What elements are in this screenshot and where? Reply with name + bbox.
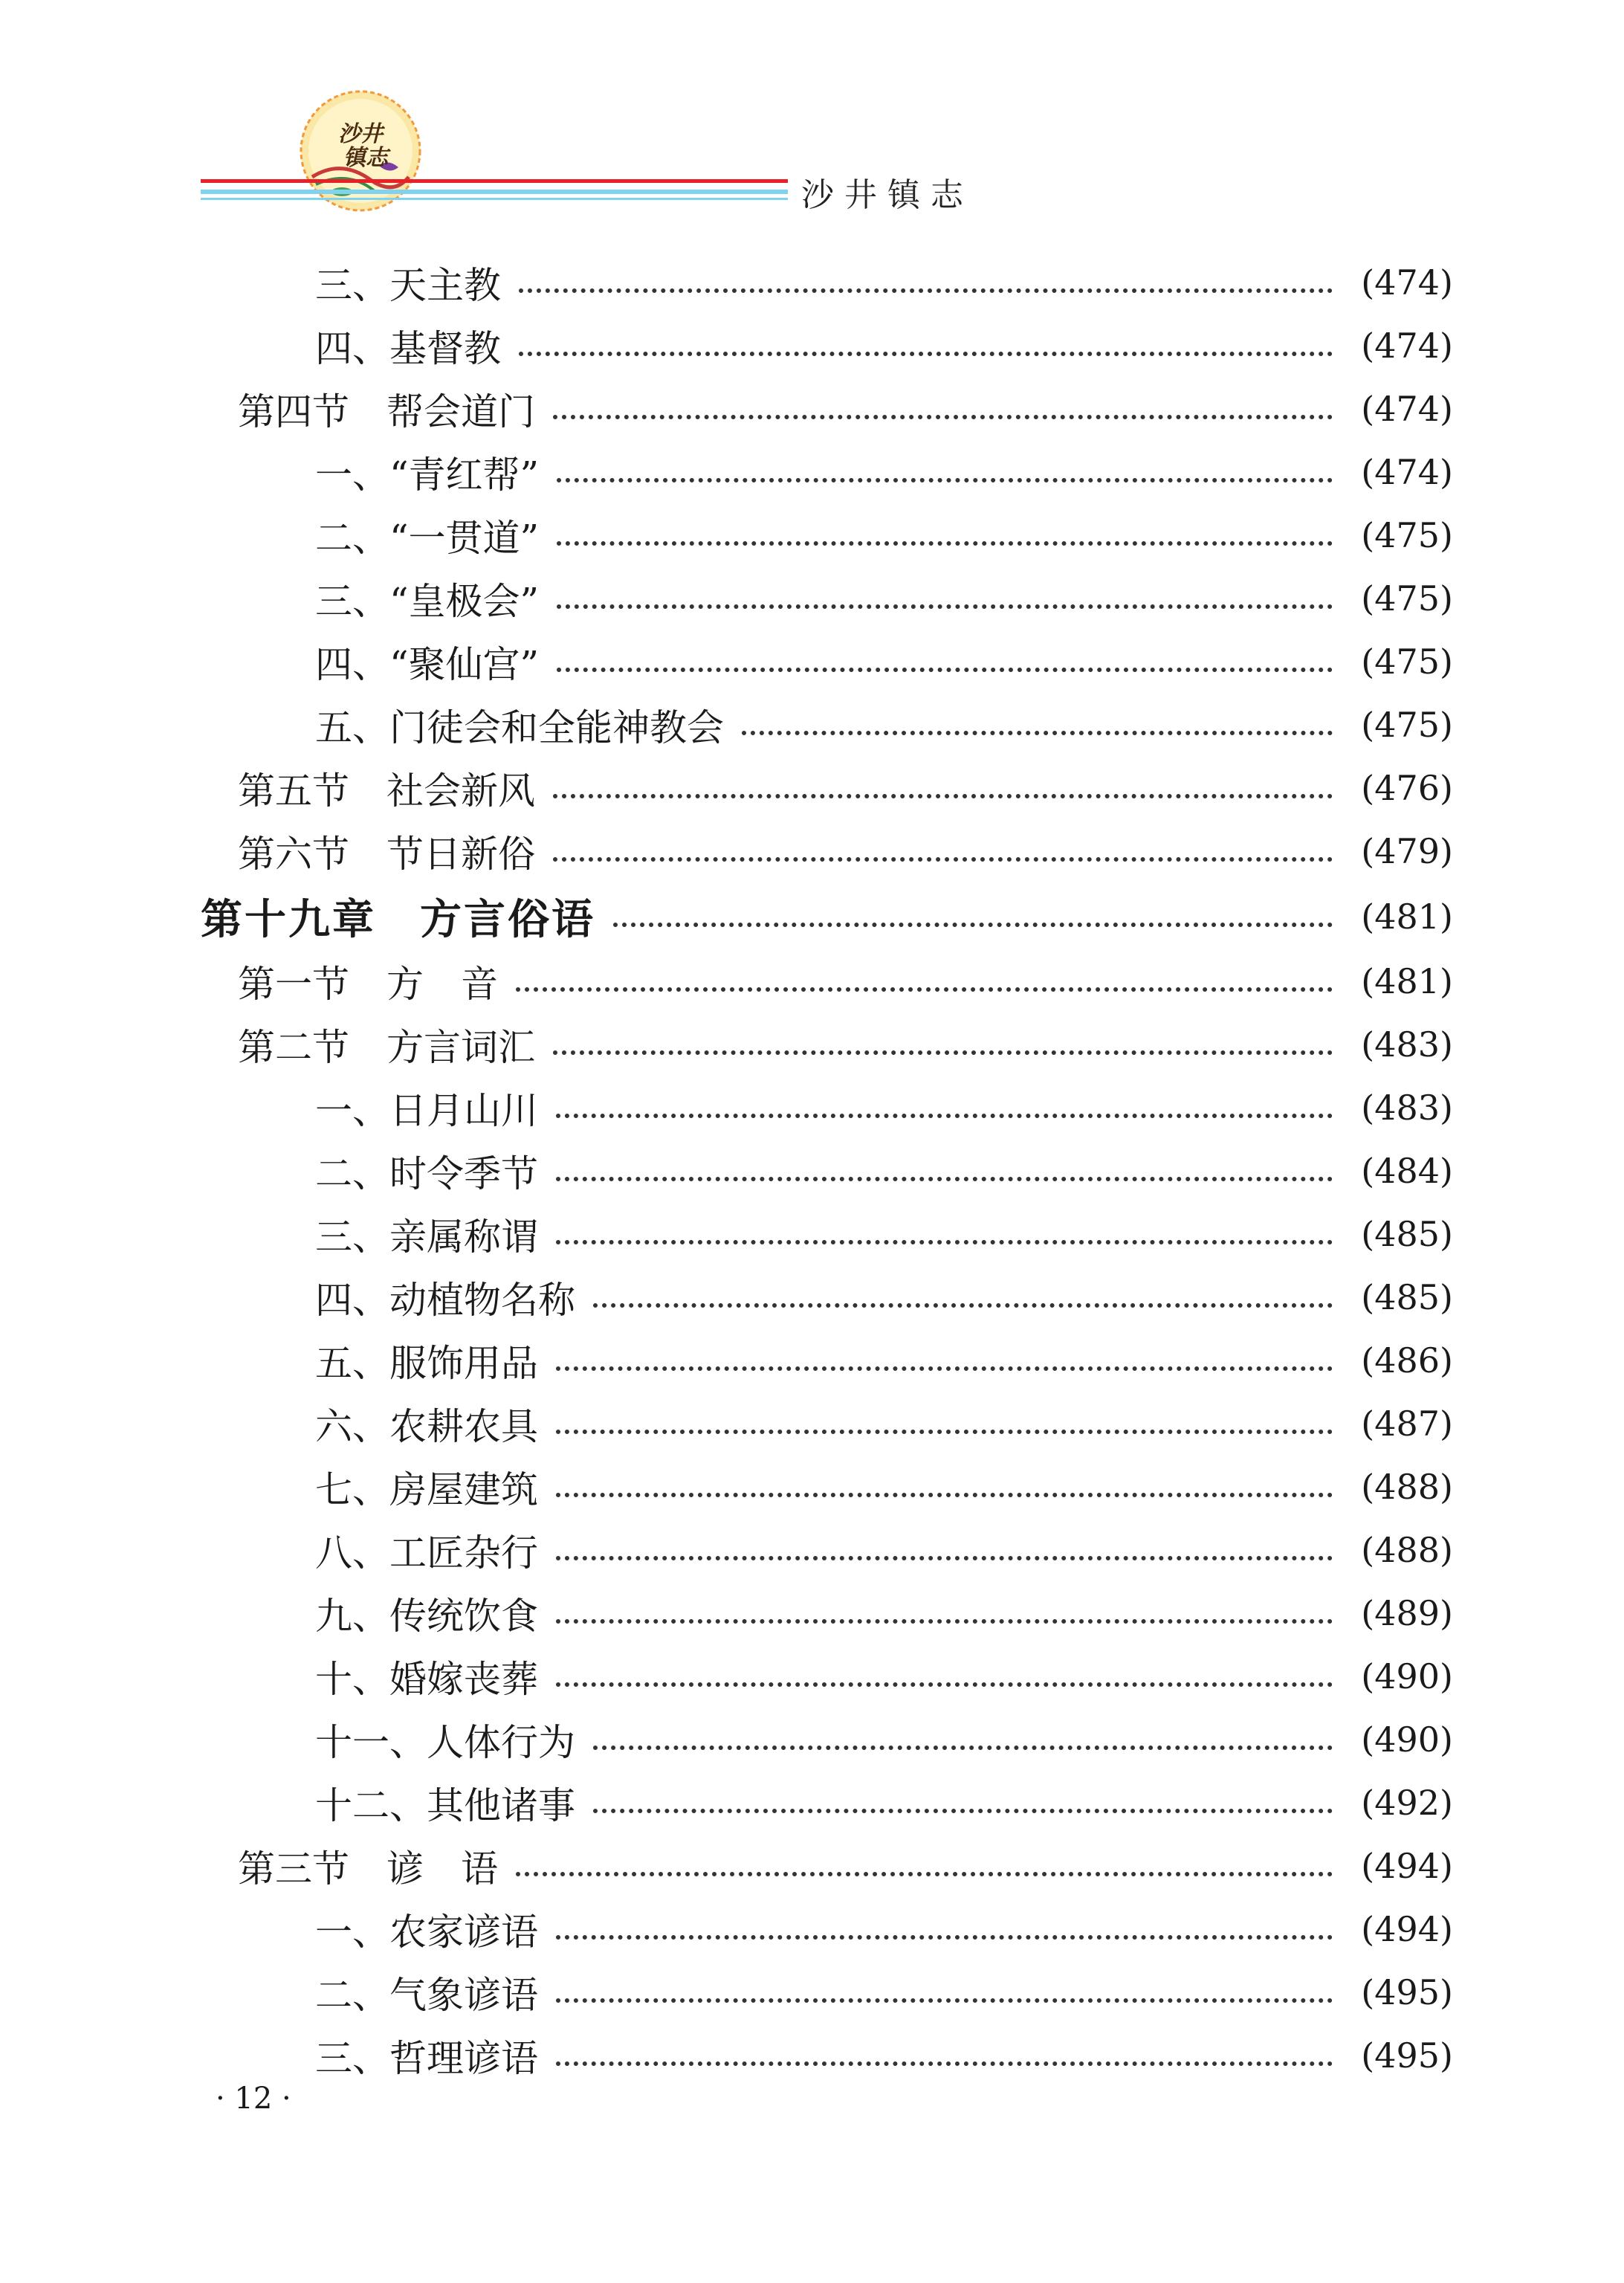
toc-entry-title: 九、传统饮食: [315, 1595, 538, 1638]
toc-entry-title: 第四节 帮会道门: [238, 390, 535, 433]
dot-leader: [593, 1738, 1333, 1750]
toc-subsection-entry[interactable]: [315, 2029, 1453, 2082]
toc-entry-page: (474): [1361, 262, 1453, 303]
toc-subsection-entry[interactable]: [315, 1587, 1453, 1639]
toc-entry-page: (474): [1361, 452, 1453, 492]
dot-leader: [556, 1612, 1333, 1624]
toc-entry-page: (475): [1361, 642, 1453, 682]
toc-entry-title: 第一节 方 音: [238, 963, 498, 1006]
toc-subsection-entry[interactable]: [315, 1271, 1453, 1323]
toc-entry-page: (483): [1361, 1088, 1453, 1128]
toc-entry-title: 三、哲理谚语: [315, 2037, 538, 2080]
toc-subsection-entry[interactable]: [315, 1903, 1453, 1955]
dot-leader: [556, 1991, 1333, 2003]
toc-entry-title: 十一、人体行为: [315, 1721, 575, 1764]
toc-subsection-entry[interactable]: [315, 1145, 1453, 1197]
toc-subsection-entry[interactable]: [315, 1650, 1453, 1702]
toc-entry-title: 第五节 社会新风: [238, 769, 535, 813]
dot-leader: [553, 407, 1333, 419]
dot-leader: [742, 723, 1333, 735]
toc-subsection-entry[interactable]: [315, 636, 1453, 688]
toc-section-entry[interactable]: [238, 825, 1453, 877]
toc-entry-title: 二、时令季节: [315, 1152, 538, 1195]
dot-leader: [556, 1485, 1333, 1497]
header-blue-rule: [201, 190, 788, 194]
dot-leader: [613, 915, 1333, 927]
toc-subsection-entry[interactable]: [315, 509, 1453, 561]
toc-entry-title: 一、“青红帮”: [315, 453, 540, 497]
toc-entry-title: 十、婚嫁丧葬: [315, 1658, 538, 1701]
toc-subsection-entry[interactable]: [315, 572, 1453, 624]
toc-entry-page: (494): [1361, 1909, 1453, 1949]
toc-entry-page: (494): [1361, 1846, 1453, 1886]
toc-entry-page: (486): [1361, 1340, 1453, 1381]
toc-entry-page: (475): [1361, 515, 1453, 555]
toc-subsection-entry[interactable]: [315, 1461, 1453, 1513]
toc-entry-page: (488): [1361, 1530, 1453, 1570]
logo-lettering: 沙井: [338, 121, 383, 147]
dot-leader: [593, 1801, 1333, 1813]
dot-leader: [516, 1864, 1333, 1876]
toc-entry-page: (490): [1361, 1656, 1453, 1696]
toc-entry-title: 五、服饰用品: [315, 1342, 538, 1385]
toc-entry-page: (479): [1361, 831, 1453, 871]
toc-entry-title: 八、工匠杂行: [315, 1531, 538, 1575]
toc-entry-page: (490): [1361, 1719, 1453, 1760]
dot-leader: [516, 980, 1333, 992]
toc-entry-title: 第六节 节日新俗: [238, 833, 535, 876]
toc-entry-title: 第三节 谚 语: [238, 1847, 498, 1890]
toc-entry-title: 五、门徒会和全能神教会: [315, 706, 724, 749]
toc-entry-page: (485): [1361, 1277, 1453, 1317]
toc-entry-page: (495): [1361, 1972, 1453, 2012]
toc-subsection-entry[interactable]: [315, 1334, 1453, 1386]
toc-section-entry[interactable]: [238, 762, 1453, 814]
running-title: 沙井镇志: [801, 176, 974, 214]
dot-leader: [556, 1928, 1333, 1940]
dot-leader: [556, 1549, 1333, 1560]
dot-leader: [593, 1296, 1333, 1308]
toc-entry-page: (476): [1361, 768, 1453, 808]
toc-chapter-entry[interactable]: [201, 891, 1453, 943]
toc-entry-title: 十二、其他诸事: [315, 1784, 575, 1827]
dot-leader: [557, 534, 1333, 546]
toc-entry-page: (481): [1361, 961, 1453, 1001]
svg-text:镇志: 镇志: [343, 145, 388, 171]
toc-entry-page: (488): [1361, 1467, 1453, 1507]
header-blue-rule-thin: [201, 198, 788, 200]
toc-entry-page: (484): [1361, 1151, 1453, 1191]
dot-leader: [556, 1422, 1333, 1434]
toc-entry-title: 一、日月山川: [315, 1089, 538, 1132]
toc-section-entry[interactable]: [238, 1840, 1453, 1892]
dot-leader: [553, 850, 1333, 862]
toc-entry-page: (474): [1361, 389, 1453, 429]
toc-entry-title: 四、“聚仙宫”: [315, 643, 540, 686]
dot-leader: [556, 1675, 1333, 1687]
dot-leader: [519, 344, 1333, 356]
toc-entry-page: (483): [1361, 1024, 1453, 1065]
toc-entry-page: (475): [1361, 705, 1453, 745]
toc-entry-title: 三、“皇极会”: [315, 580, 540, 623]
toc-entry-title: 二、“一贯道”: [315, 517, 540, 560]
toc-entry-title: 三、亲属称谓: [315, 1215, 538, 1259]
toc-entry-title: 四、基督教: [315, 327, 501, 370]
toc-subsection-entry[interactable]: [315, 1524, 1453, 1576]
toc-entry-title: 一、农家谚语: [315, 1911, 538, 1954]
toc-entry-page: (495): [1361, 2035, 1453, 2076]
dot-leader: [556, 1233, 1333, 1244]
toc-subsection-entry[interactable]: [315, 1777, 1453, 1829]
toc-entry-title: 四、动植物名称: [315, 1279, 575, 1322]
toc-entry-title: 第十九章 方言俗语: [201, 895, 595, 944]
dot-leader: [553, 1043, 1333, 1055]
dot-leader: [556, 1359, 1333, 1371]
toc-entry-title: 三、天主教: [315, 264, 501, 307]
toc-entry-title: 六、农耕农具: [315, 1405, 538, 1448]
page-number: · 12 ·: [216, 2082, 291, 2116]
dot-leader: [556, 1106, 1333, 1118]
dot-leader: [556, 1169, 1333, 1181]
toc-subsection-entry[interactable]: [315, 256, 1453, 309]
toc-subsection-entry[interactable]: [315, 1714, 1453, 1766]
toc-entry-page: (492): [1361, 1783, 1453, 1823]
toc-entry-page: (475): [1361, 578, 1453, 619]
dot-leader: [557, 597, 1333, 609]
toc-subsection-entry[interactable]: [315, 1208, 1453, 1260]
dot-leader: [553, 787, 1333, 798]
toc-section-entry[interactable]: [238, 383, 1453, 435]
toc-section-entry[interactable]: [238, 955, 1453, 1007]
toc-section-entry[interactable]: [238, 1018, 1453, 1071]
toc-subsection-entry[interactable]: [315, 1966, 1453, 2018]
toc-entry-page: (487): [1361, 1404, 1453, 1444]
town-emblem-logo: [297, 88, 424, 214]
header-red-rule: [201, 179, 788, 183]
toc-entry-title: 第二节 方言词汇: [238, 1026, 535, 1069]
toc-entry-page: (485): [1361, 1214, 1453, 1254]
page-header: [0, 0, 1624, 223]
toc-entry-page: (481): [1361, 897, 1453, 937]
toc-entry-title: 七、房屋建筑: [315, 1468, 538, 1511]
dot-leader: [519, 281, 1333, 293]
dot-leader: [557, 660, 1333, 672]
toc-subsection-entry[interactable]: [315, 446, 1453, 498]
toc-subsection-entry[interactable]: [315, 1082, 1453, 1134]
toc-subsection-entry[interactable]: [315, 320, 1453, 372]
dot-leader: [556, 2054, 1333, 2066]
toc-entry-page: (474): [1361, 326, 1453, 366]
toc-entry-title: 二、气象谚语: [315, 1974, 538, 2017]
toc-subsection-entry[interactable]: [315, 1398, 1453, 1450]
toc-entry-page: (489): [1361, 1593, 1453, 1633]
dot-leader: [557, 471, 1333, 482]
toc-subsection-entry[interactable]: [315, 699, 1453, 751]
